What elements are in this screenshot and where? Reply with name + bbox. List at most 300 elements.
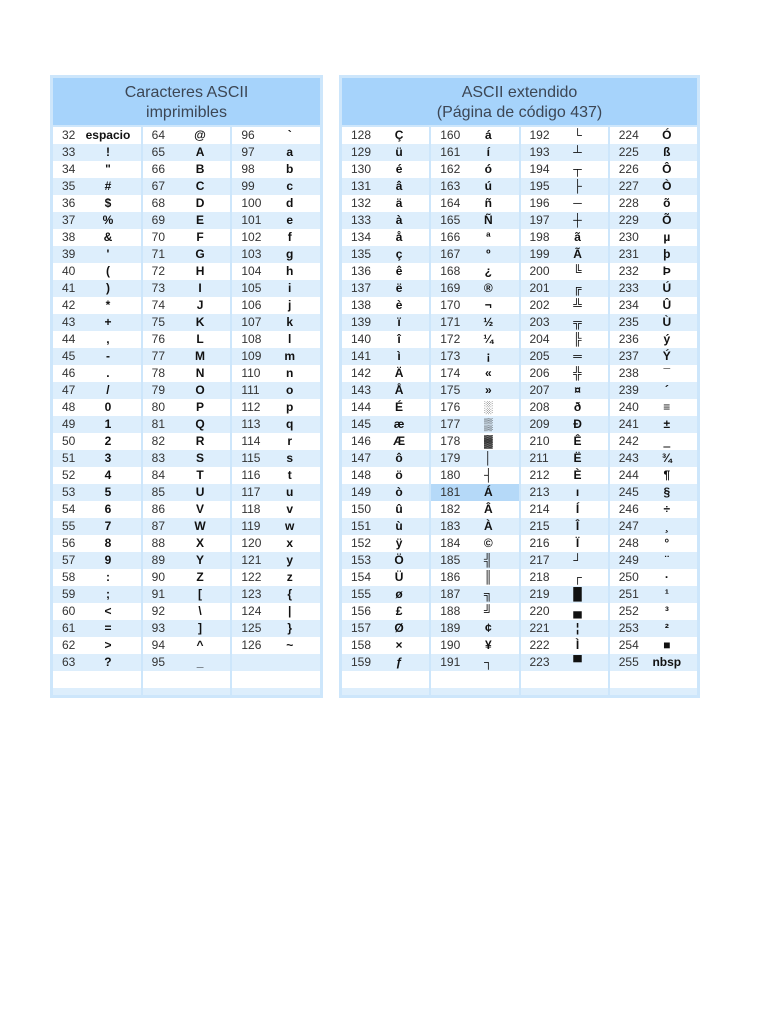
char-glyph: ? <box>104 655 112 669</box>
char-glyph: o <box>286 383 294 397</box>
char-glyph: ú <box>484 179 492 193</box>
extended-column-4 <box>610 127 697 695</box>
table-row <box>610 331 697 348</box>
table-row <box>232 552 320 569</box>
table-row <box>53 637 141 654</box>
table-row <box>53 552 141 569</box>
table-row <box>431 263 518 280</box>
char-glyph: N <box>195 366 205 380</box>
char-code: 76 <box>151 332 166 346</box>
char-glyph: ³ <box>664 604 669 618</box>
char-code: 39 <box>62 247 76 261</box>
table-row <box>143 433 231 450</box>
table-row <box>232 620 320 637</box>
table-row <box>53 212 141 229</box>
char-glyph: á <box>484 128 492 142</box>
char-code: 69 <box>151 213 166 227</box>
char-glyph: © <box>483 536 493 550</box>
table-row <box>53 314 141 331</box>
char-code: 183 <box>440 519 461 533</box>
char-glyph: U <box>195 485 205 499</box>
char-code: 140 <box>351 332 372 346</box>
table-row <box>232 501 320 518</box>
char-code: 175 <box>440 383 461 397</box>
char-code: 244 <box>618 468 639 482</box>
char-glyph: ü <box>395 145 403 159</box>
char-glyph: ╬ <box>573 366 582 380</box>
table-row <box>610 399 697 416</box>
char-code: 202 <box>529 298 550 312</box>
char-code: 230 <box>618 230 639 244</box>
table-row <box>431 365 518 382</box>
printable-column-2 <box>143 127 231 695</box>
table-row <box>53 297 141 314</box>
table-row <box>521 297 608 314</box>
table-row <box>610 552 697 569</box>
char-glyph: ▀ <box>573 655 582 669</box>
char-code: 117 <box>241 485 261 499</box>
char-glyph: ı <box>575 485 580 499</box>
char-code: 246 <box>618 502 639 516</box>
table-row <box>342 229 429 246</box>
table-row <box>521 178 608 195</box>
char-glyph: ▓ <box>483 434 493 448</box>
table-row <box>342 297 429 314</box>
char-glyph: p <box>286 400 294 414</box>
char-code: 234 <box>618 298 639 312</box>
char-glyph: ÷ <box>663 502 671 516</box>
char-glyph: § <box>663 485 671 499</box>
char-glyph: Ã <box>573 247 582 261</box>
table-row <box>521 382 608 399</box>
char-glyph: Ý <box>662 349 671 363</box>
char-glyph: Ì <box>575 638 580 652</box>
char-code: 173 <box>440 349 461 363</box>
table-row <box>431 280 518 297</box>
char-code: 126 <box>241 638 262 652</box>
char-code: 143 <box>351 383 372 397</box>
char-glyph: È <box>573 468 582 482</box>
table-row <box>342 501 429 518</box>
table-row <box>521 127 608 144</box>
table-row <box>232 161 320 178</box>
char-glyph: ┬ <box>573 162 582 176</box>
char-glyph: ~ <box>286 638 294 652</box>
table-row <box>342 331 429 348</box>
char-code: 97 <box>241 145 255 159</box>
table-row <box>53 654 141 671</box>
table-row <box>431 450 518 467</box>
char-glyph: u <box>286 485 294 499</box>
char-glyph: Y <box>196 553 205 567</box>
char-code: 41 <box>62 281 76 295</box>
char-glyph: ã <box>574 230 581 244</box>
char-code: 146 <box>351 434 372 448</box>
table-row <box>431 637 518 654</box>
char-code: 89 <box>151 553 166 567</box>
table-row <box>143 518 231 535</box>
char-code: 75 <box>151 315 166 329</box>
table-row <box>232 229 320 246</box>
char-glyph: ^ <box>196 638 204 652</box>
char-glyph: ╗ <box>484 587 493 601</box>
table-row <box>342 161 429 178</box>
char-code: 163 <box>440 179 461 193</box>
char-glyph: Ü <box>394 570 404 584</box>
table-row <box>431 195 518 212</box>
table-row <box>232 637 320 654</box>
table-row <box>342 433 429 450</box>
char-glyph: O <box>195 383 205 397</box>
char-code: 120 <box>241 536 262 550</box>
char-code: 96 <box>241 128 255 142</box>
char-glyph: b <box>286 162 294 176</box>
char-code: 220 <box>529 604 550 618</box>
table-row <box>53 620 141 637</box>
table-row <box>143 603 231 620</box>
char-glyph: 4 <box>104 468 112 482</box>
char-code: 52 <box>62 468 76 482</box>
char-glyph: I <box>198 281 202 295</box>
char-glyph: ¢ <box>484 621 492 635</box>
char-code: 49 <box>62 417 76 431</box>
char-glyph: v <box>286 502 294 516</box>
char-code: 73 <box>151 281 166 295</box>
char-code: 255 <box>618 655 639 669</box>
table-row <box>143 637 231 654</box>
table-row <box>232 382 320 399</box>
table-row <box>232 518 320 535</box>
table-row <box>53 433 141 450</box>
table-row <box>610 127 697 144</box>
extended-ascii-panel <box>339 75 700 698</box>
table-row <box>53 127 141 144</box>
char-glyph: à <box>395 213 403 227</box>
table-row <box>53 280 141 297</box>
char-glyph: ¥ <box>484 638 492 652</box>
char-glyph: ö <box>395 468 403 482</box>
table-row <box>610 365 697 382</box>
char-glyph: û <box>395 502 403 516</box>
char-glyph: y <box>286 553 294 567</box>
char-glyph: ░ <box>484 400 493 414</box>
char-glyph: Ö <box>394 553 404 567</box>
char-code: 110 <box>241 366 261 380</box>
table-row <box>143 263 231 280</box>
char-glyph: ¾ <box>661 451 672 465</box>
char-glyph: % <box>102 213 114 227</box>
table-row <box>53 246 141 263</box>
char-code: 184 <box>440 536 461 550</box>
char-code: 205 <box>529 349 550 363</box>
char-code: 102 <box>241 230 262 244</box>
char-glyph: ® <box>483 281 493 295</box>
table-row <box>143 501 231 518</box>
char-code: 204 <box>529 332 550 346</box>
char-glyph: Û <box>662 298 672 312</box>
table-row <box>342 246 429 263</box>
table-row <box>342 416 429 433</box>
char-code: 59 <box>62 587 76 601</box>
table-row <box>431 178 518 195</box>
char-code: 181 <box>440 485 461 499</box>
table-row <box>143 535 231 552</box>
char-code: 68 <box>151 196 166 210</box>
table-row <box>521 484 608 501</box>
char-code: 215 <box>529 519 550 533</box>
extended-title-line1: ASCII extendido <box>461 84 578 101</box>
char-code: 167 <box>440 247 461 261</box>
char-code: 72 <box>151 264 166 278</box>
char-code: 53 <box>62 485 76 499</box>
char-glyph: Î <box>575 519 580 533</box>
char-glyph: └ <box>573 128 582 142</box>
table-row <box>143 144 231 161</box>
table-row <box>232 246 320 263</box>
char-glyph: : <box>105 570 110 584</box>
char-code: 67 <box>151 179 166 193</box>
table-row <box>431 348 518 365</box>
table-row <box>143 365 231 382</box>
char-code: 135 <box>351 247 372 261</box>
char-glyph: r <box>287 434 293 448</box>
table-row <box>431 127 518 144</box>
char-glyph: m <box>284 349 296 363</box>
char-code: 62 <box>62 638 76 652</box>
char-code: 85 <box>151 485 166 499</box>
char-glyph: G <box>195 247 205 261</box>
table-row <box>521 144 608 161</box>
char-glyph: ) <box>105 281 110 295</box>
char-code: 252 <box>618 604 639 618</box>
table-row <box>232 586 320 603</box>
table-row <box>53 382 141 399</box>
char-code: 151 <box>351 519 372 533</box>
char-glyph: 1 <box>104 417 112 431</box>
char-glyph: F <box>196 230 204 244</box>
char-glyph: ¨ <box>664 553 669 567</box>
char-code: 209 <box>529 417 550 431</box>
char-glyph: ÿ <box>395 536 403 550</box>
char-glyph: ╠ <box>573 332 582 346</box>
table-row <box>342 654 429 671</box>
char-glyph: Á <box>483 485 493 499</box>
char-glyph: ╩ <box>573 298 582 312</box>
char-code: 125 <box>241 621 262 635</box>
char-glyph: å <box>395 230 403 244</box>
table-row <box>53 535 141 552</box>
char-glyph: t <box>287 468 292 482</box>
table-row <box>232 280 320 297</box>
table-row <box>521 467 608 484</box>
char-glyph: H <box>195 264 205 278</box>
char-glyph: A <box>195 145 205 159</box>
char-glyph: Å <box>394 383 404 397</box>
char-code: 210 <box>529 434 550 448</box>
table-row <box>143 399 231 416</box>
char-glyph: ¿ <box>484 264 492 278</box>
table-row <box>521 433 608 450</box>
table-row <box>521 246 608 263</box>
extended-column-1 <box>342 127 429 695</box>
char-glyph: k <box>286 315 294 329</box>
char-code: 207 <box>529 383 550 397</box>
table-row <box>610 229 697 246</box>
table-row <box>521 365 608 382</box>
char-code: 226 <box>618 162 639 176</box>
char-code: 253 <box>618 621 639 635</box>
table-row <box>610 416 697 433</box>
char-code: 134 <box>351 230 372 244</box>
table-row <box>431 518 518 535</box>
table-row <box>342 399 429 416</box>
char-glyph: + <box>104 315 112 329</box>
table-row <box>53 467 141 484</box>
table-row <box>431 620 518 637</box>
char-code: 213 <box>529 485 550 499</box>
table-row <box>431 314 518 331</box>
char-code: 60 <box>62 604 76 618</box>
char-glyph: │ <box>484 451 493 465</box>
char-code: 157 <box>351 621 372 635</box>
char-glyph: ‗ <box>663 434 671 448</box>
printable-title-line1: Caracteres ASCII <box>124 84 249 101</box>
table-row <box>232 535 320 552</box>
char-glyph: ╔ <box>573 281 582 295</box>
table-row <box>342 467 429 484</box>
char-glyph: } <box>287 621 293 635</box>
char-code: 182 <box>440 502 461 516</box>
char-glyph: ý <box>663 332 671 346</box>
table-row <box>53 450 141 467</box>
char-code: 136 <box>351 264 372 278</box>
char-code: 192 <box>529 128 550 142</box>
char-glyph: e <box>286 213 294 227</box>
table-row <box>53 501 141 518</box>
table-row <box>143 586 231 603</box>
table-row <box>610 314 697 331</box>
table-row <box>342 348 429 365</box>
char-glyph: , <box>106 332 110 346</box>
char-glyph: Ñ <box>483 213 493 227</box>
char-glyph: J <box>196 298 204 312</box>
printable-columns <box>53 127 320 695</box>
char-glyph: ¤ <box>574 383 581 397</box>
char-glyph: C <box>195 179 205 193</box>
char-glyph: 5 <box>104 485 112 499</box>
char-glyph: ¶ <box>663 468 671 482</box>
char-glyph: M <box>195 349 206 363</box>
char-code: 82 <box>151 434 166 448</box>
char-glyph: » <box>484 383 492 397</box>
char-glyph: ¹ <box>664 587 669 601</box>
char-code: 228 <box>618 196 639 210</box>
char-glyph: l <box>288 332 292 346</box>
char-code: 109 <box>241 349 262 363</box>
char-code: 196 <box>529 196 550 210</box>
table-row <box>610 348 697 365</box>
char-code: 179 <box>440 451 461 465</box>
char-glyph: - <box>105 349 110 363</box>
char-glyph: þ <box>663 247 671 261</box>
char-glyph: ' <box>106 247 110 261</box>
char-glyph: g <box>286 247 294 261</box>
table-row <box>53 586 141 603</box>
char-glyph: " <box>105 162 111 176</box>
char-code: 108 <box>241 332 262 346</box>
char-code: 47 <box>62 383 76 397</box>
char-code: 45 <box>62 349 76 363</box>
table-row <box>431 331 518 348</box>
char-glyph: ¼ <box>483 332 494 346</box>
table-row <box>143 416 231 433</box>
char-glyph: ì <box>397 349 401 363</box>
char-glyph: À <box>483 519 493 533</box>
char-code: 90 <box>151 570 166 584</box>
char-glyph: ╝ <box>484 604 493 618</box>
char-glyph: ┴ <box>573 145 582 159</box>
char-code: 87 <box>151 519 166 533</box>
char-glyph: Â <box>483 502 493 516</box>
char-glyph: ≡ <box>663 400 671 414</box>
table-row <box>431 569 518 586</box>
char-glyph: L <box>196 332 204 346</box>
char-code: 104 <box>241 264 262 278</box>
table-row <box>232 348 320 365</box>
table-row <box>232 297 320 314</box>
char-glyph: f <box>287 230 292 244</box>
table-row <box>342 314 429 331</box>
table-row <box>610 654 697 671</box>
char-code: 217 <box>529 553 550 567</box>
char-glyph: ô <box>395 451 403 465</box>
char-code: 142 <box>351 366 372 380</box>
table-row <box>610 144 697 161</box>
char-glyph: Ò <box>662 179 672 193</box>
char-code: 178 <box>440 434 461 448</box>
char-glyph: Ó <box>662 128 672 142</box>
char-glyph: ª <box>486 230 491 244</box>
table-row <box>342 280 429 297</box>
table-row <box>610 450 697 467</box>
table-row <box>53 263 141 280</box>
table-row <box>521 535 608 552</box>
char-code: 50 <box>62 434 76 448</box>
char-code: 240 <box>618 400 639 414</box>
printable-column-3 <box>232 127 320 695</box>
char-code: 94 <box>151 638 166 652</box>
char-code: 159 <box>351 655 372 669</box>
table-row <box>143 331 231 348</box>
char-code: 212 <box>529 468 550 482</box>
char-glyph: Ä <box>394 366 404 380</box>
table-row <box>431 603 518 620</box>
char-glyph: ò <box>395 485 403 499</box>
table-row <box>53 569 141 586</box>
table-row <box>521 501 608 518</box>
char-glyph: î <box>397 332 401 346</box>
table-row <box>521 416 608 433</box>
table-row <box>342 212 429 229</box>
char-glyph: µ <box>663 230 671 244</box>
char-code: 153 <box>351 553 372 567</box>
char-glyph: \ <box>198 604 202 618</box>
extended-column-3 <box>521 127 608 695</box>
char-code: 118 <box>241 502 261 516</box>
char-glyph: K <box>195 315 205 329</box>
char-code: 131 <box>351 179 372 193</box>
char-glyph: ( <box>105 264 110 278</box>
